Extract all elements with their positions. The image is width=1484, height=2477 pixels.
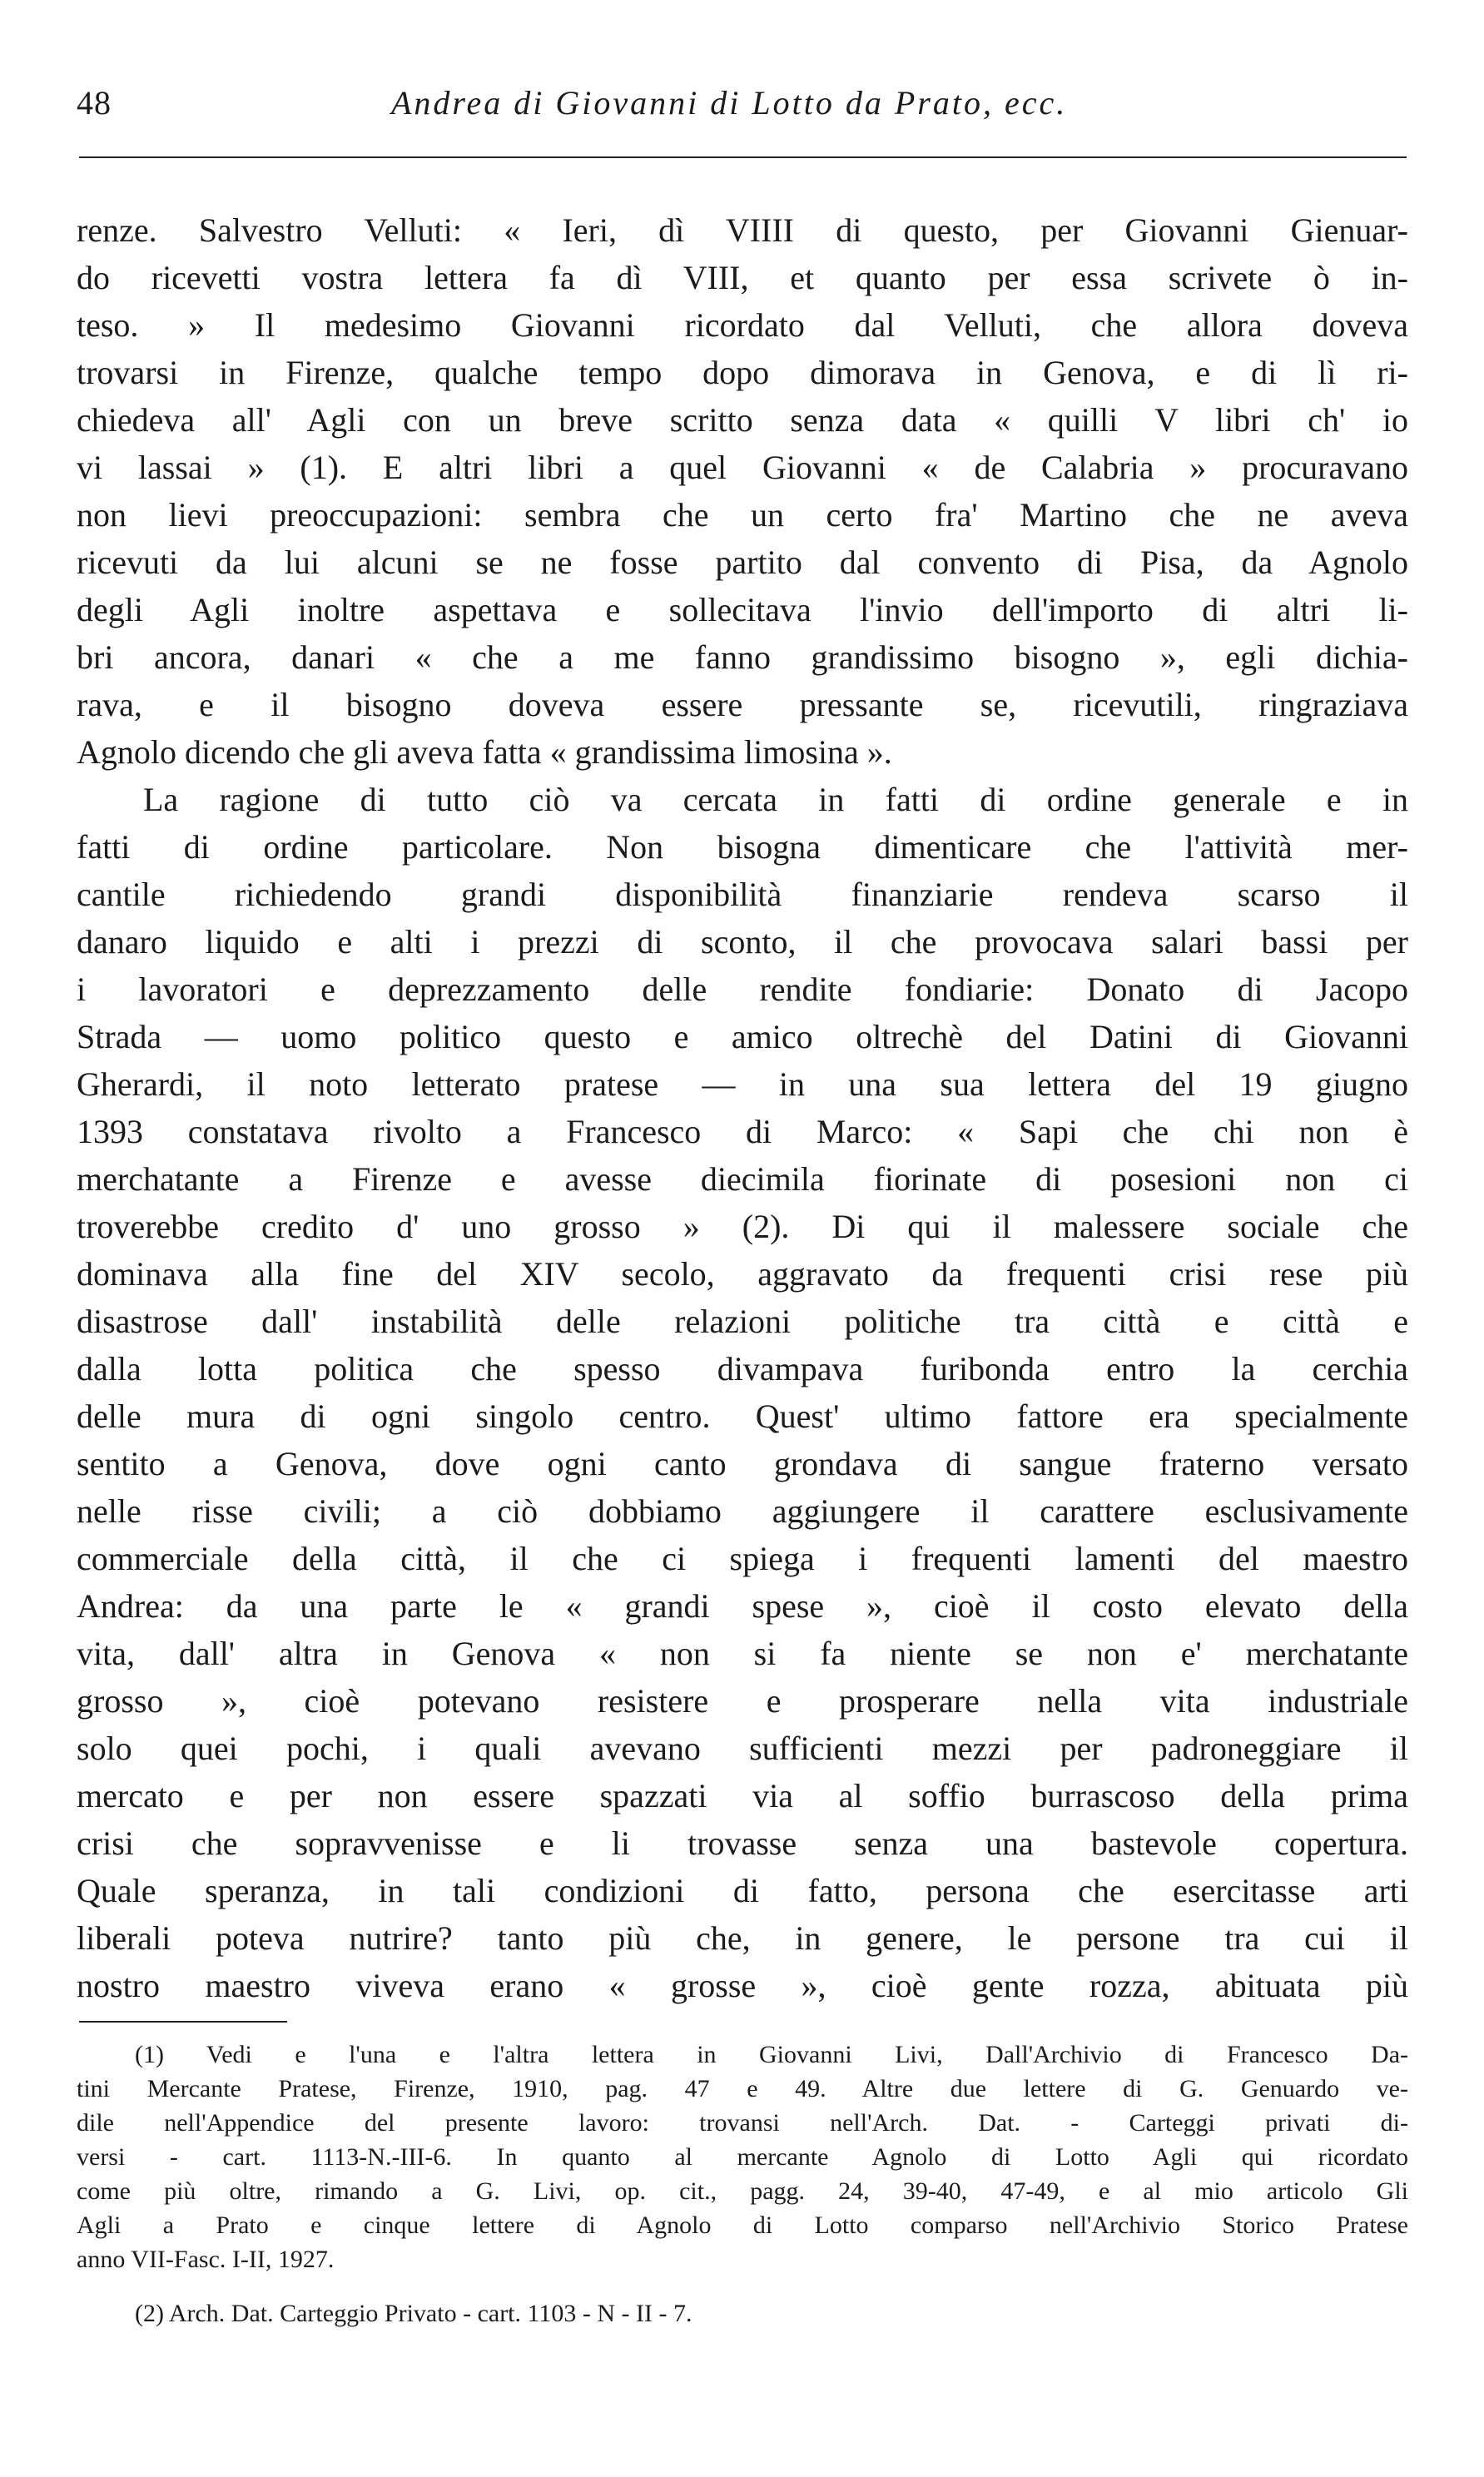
text-line: rava, e il bisogno doveva essere pressante se, ricevutili, ringraziava — [77, 686, 1408, 723]
page-number: 48 — [77, 84, 112, 122]
text-line: ricevuti da lui alcuni se ne fosse partito dal convento di Pisa, da Agnolo — [77, 544, 1408, 581]
text-line: vi lassai » (1). E altri libri a quel Giovanni « de Calabria » procuravano — [77, 449, 1408, 486]
footnote-rule — [79, 2021, 287, 2023]
text-line: disastrose dall' instabilità delle relazioni politiche tra città e città e — [77, 1303, 1408, 1340]
text-line: troverebbe credito d' uno grosso » (2). Di qui il malessere sociale che — [77, 1208, 1408, 1245]
running-title: Andrea di Giovanni di Lotto da Prato, ecc. — [391, 84, 1068, 122]
text-line: 1393 constatava rivolto a Francesco di Marco: « Sapi che chi non è — [77, 1113, 1408, 1150]
text-line: trovarsi in Firenze, qualche tempo dopo dimorava in Genova, e di lì ri- — [77, 354, 1408, 391]
text-line: danaro liquido e alti i prezzi di sconto, il che provocava salari bassi per — [77, 923, 1408, 961]
text-line: degli Agli inoltre aspettava e sollecitava l'invio dell'importo di altri li- — [77, 591, 1408, 628]
text-line: teso. » Il medesimo Giovanni ricordato dal Velluti, che allora doveva — [77, 306, 1408, 344]
footnote-line: Agli a Prato e cinque lettere di Agnolo di Lotto comparso nell'Archivio Storico Pratese — [77, 2211, 1408, 2239]
text-line: non lievi preoccupazioni: sembra che un certo fra' Martino che ne aveva — [77, 496, 1408, 534]
paragraph-start-line: La ragione di tutto ciò va cercata in fatti di ordine generale e in — [143, 781, 1408, 818]
text-line: delle mura di ogni singolo centro. Quest' ultimo fattore era specialmente — [77, 1397, 1408, 1435]
text-line: nostro maestro viveva erano « grosse », cioè gente rozza, abituata più — [77, 1967, 1408, 2004]
text-line: sentito a Genova, dove ogni canto grondava di sangue fraterno versato — [77, 1445, 1408, 1482]
footnote-line: versi - cart. 1113-N.-III-6. In quanto al mercante Agnolo di Lotto Agli qui ricordato — [77, 2143, 1408, 2171]
body-text — [77, 206, 1408, 2009]
text-line: grosso », cioè potevano resistere e prosperare nella vita industriale — [77, 1682, 1408, 1720]
footnote-line: (2) Arch. Dat. Carteggio Privato - cart. 1103 - N - II - 7. — [135, 2300, 692, 2327]
text-line: chiedeva all' Agli con un breve scritto senza data « quilli V libri ch' io — [77, 401, 1408, 439]
text-line: bri ancora, danari « che a me fanno grandissimo bisogno », egli dichia- — [77, 638, 1408, 676]
text-line: mercato e per non essere spazzati via al soffio burrascoso della prima — [77, 1777, 1408, 1814]
text-line: vita, dall' altra in Genova « non si fa niente se non e' merchatante — [77, 1635, 1408, 1672]
header-rule — [79, 156, 1407, 158]
text-line: renze. Salvestro Velluti: « Ieri, dì VIIII di questo, per Giovanni Gienuar- — [77, 211, 1408, 249]
text-line: dominava alla fine del XIV secolo, aggravato da frequenti crisi rese più — [77, 1255, 1408, 1293]
text-line: Quale speranza, in tali condizioni di fatto, persona che esercitasse arti — [77, 1872, 1408, 1909]
text-line: commerciale della città, il che ci spiega i frequenti lamenti del maestro — [77, 1540, 1408, 1577]
text-line: Andrea: da una parte le « grandi spese », cioè il costo elevato della — [77, 1587, 1408, 1625]
footnote-line: tini Mercante Pratese, Firenze, 1910, pag. 47 e 49. Altre due lettere di G. Genuardo ve- — [77, 2075, 1408, 2102]
text-line: merchatante a Firenze e avesse diecimila fiorinate di posesioni non ci — [77, 1160, 1408, 1198]
footnotes — [77, 2038, 1408, 2331]
text-line: do ricevetti vostra lettera fa dì VIII, et quanto per essa scrivete ò in- — [77, 259, 1408, 296]
text-line: Strada — uomo politico questo e amico oltrechè del Datini di Giovanni — [77, 1018, 1408, 1055]
footnote-line: (1) Vedi e l'una e l'altra lettera in Giovanni Livi, Dall'Archivio di Francesco Da- — [135, 2041, 1408, 2068]
text-line: crisi che sopravvenisse e li trovasse senza una bastevole copertura. — [77, 1824, 1408, 1862]
text-line: dalla lotta politica che spesso divampava furibonda entro la cerchia — [77, 1350, 1408, 1387]
footnote-2 — [77, 2296, 1408, 2331]
page-header — [77, 73, 1408, 132]
text-line: liberali poteva nutrire? tanto più che, in genere, le persone tra cui il — [77, 1919, 1408, 1957]
footnote-line: dile nell'Appendice del presente lavoro: trovansi nell'Arch. Dat. - Carteggi privati di- — [77, 2109, 1408, 2137]
text-line: fatti di ordine particolare. Non bisogna dimenticare che l'attività mer- — [77, 828, 1408, 866]
text-line: cantile richiedendo grandi disponibilità finanziarie rendeva scarso il — [77, 876, 1408, 913]
text-line: Gherardi, il noto letterato pratese — in una sua lettera del 19 giugno — [77, 1065, 1408, 1103]
text-line: i lavoratori e deprezzamento delle rendite fondiarie: Donato di Jacopo — [77, 970, 1408, 1008]
footnote-line: come più oltre, rimando a G. Livi, op. cit., pagg. 24, 39-40, 47-49, e al mio articolo Gli — [77, 2177, 1408, 2205]
footnote-line: anno VII-Fasc. I-II, 1927. — [77, 2246, 335, 2273]
footnote-1 — [77, 2038, 1408, 2276]
text-line: Agnolo dicendo che gli aveva fatta « grandissima limosina ». — [77, 733, 892, 771]
text-line: solo quei pochi, i quali avevano sufficienti mezzi per padroneggiare il — [77, 1730, 1408, 1767]
text-line: nelle risse civili; a ciò dobbiamo aggiungere il carattere esclusivamente — [77, 1492, 1408, 1530]
